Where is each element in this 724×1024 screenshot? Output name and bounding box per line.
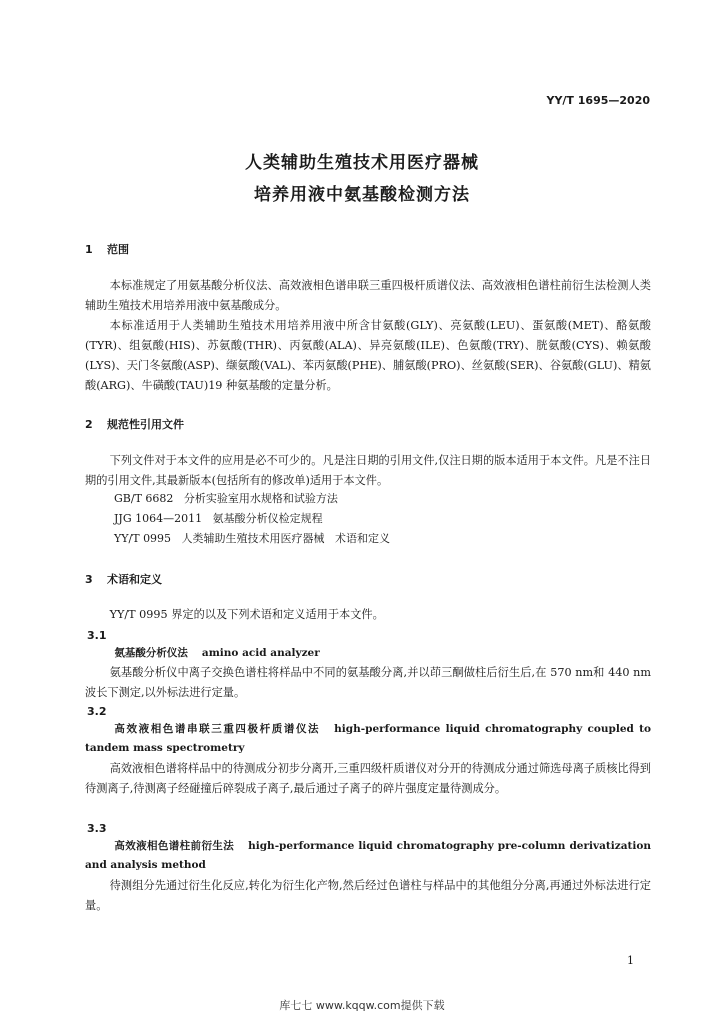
clause-number: 3.3 bbox=[87, 822, 107, 835]
term-english: high-performance liquid chromatography pre-column derivatization and analysis method bbox=[85, 840, 651, 871]
term-definition: 高效液相色谱将样品中的待测成分初步分离开,三重四级杆质谱仪对分开的待测成分通过筛选母离子质核比得到待测离子,待测离子经碰撞后碎裂成子离子,最后通过子离子的碎片强度定量待测成分。 bbox=[85, 762, 651, 795]
section-title: 术语和定义 bbox=[107, 573, 162, 586]
document-title-line2: 培养用液中氨基酸检测方法 bbox=[254, 185, 470, 205]
section-number: 3 bbox=[85, 573, 93, 586]
term-english: high-performance liquid chromatography coupled to tandem mass spectrometry bbox=[85, 723, 652, 754]
reference-item: GB/T 6682 分析实验室用水规格和试验方法 bbox=[114, 492, 338, 505]
term-definition: 氨基酸分析仪中离子交换色谱柱将样品中不同的氨基酸分离,并以茚三酮做柱后衍生后,在 570 nm和 440 nm 波长下测定,以外标法进行定量。 bbox=[85, 666, 651, 699]
clause-number: 3.2 bbox=[87, 705, 107, 718]
term-definition: 待测组分先通过衍生化反应,转化为衍生化产物,然后经过色谱柱与样品中的其他组分分离,再通过外标法进行定量。 bbox=[85, 879, 651, 912]
section-number: 1 bbox=[85, 243, 93, 256]
document-title-line1: 人类辅助生殖技术用医疗器械 bbox=[245, 153, 479, 173]
section-number: 2 bbox=[85, 418, 93, 431]
term-entry bbox=[85, 720, 651, 758]
page-number: 1 bbox=[627, 954, 634, 967]
standard-number: YY/T 1695—2020 bbox=[546, 94, 650, 107]
section-heading-terms bbox=[85, 571, 162, 587]
clause-number: 3.1 bbox=[87, 629, 107, 642]
references-paragraph: 下列文件对于本文件的应用是必不可少的。凡是注日期的引用文件,仅注日期的版本适用于本文件。凡是不注日期的引用文件,其最新版本(包括所有的修改单)适用于本文件。 bbox=[85, 454, 651, 487]
download-footer: 库七七 www.kqqw.com提供下载 bbox=[279, 999, 445, 1012]
terms-intro: YY/T 0995 界定的以及下列术语和定义适用于本文件。 bbox=[109, 608, 384, 621]
reference-item: YY/T 0995 人类辅助生殖技术用医疗器械 术语和定义 bbox=[114, 532, 391, 545]
term-entry bbox=[85, 837, 651, 875]
reference-item: JJG 1064—2011 氨基酸分析仪检定规程 bbox=[114, 512, 323, 525]
term-entry bbox=[85, 644, 651, 663]
section-title: 规范性引用文件 bbox=[107, 418, 184, 431]
term-english: amino acid analyzer bbox=[201, 647, 320, 659]
term-chinese: 氨基酸分析仪法 bbox=[114, 647, 188, 659]
term-chinese: 高效液相色谱柱前衍生法 bbox=[114, 840, 235, 852]
scope-paragraph-1: 本标准规定了用氨基酸分析仪法、高效液相色谱串联三重四极杆质谱仪法、高效液相色谱柱前衍生法检测人类辅助生殖技术用培养用液中氨基酸成分。 bbox=[85, 279, 651, 312]
section-heading-scope bbox=[85, 241, 129, 257]
term-chinese: 高效液相色谱串联三重四极杆质谱仪法 bbox=[114, 723, 321, 735]
scope-paragraph-2: 本标准适用于人类辅助生殖技术用培养用液中所含甘氨酸(GLY)、亮氨酸(LEU)、蛋氨酸(MET)、酪氨酸(TYR)、组氨酸(HIS)、苏氨酸(THR)、丙氨酸(ALA)、异亮氨酸(ILE)、色氨酸(TRY)、胱氨酸(CYS)、赖氨酸(LYS)、天门冬氨酸(ASP)、缬氨酸(VAL)、苯丙氨酸(PHE)、脯氨酸(PRO)、丝氨酸(SER)、谷氨酸(GLU)、精氨酸(ARG)、牛磺酸(TAU)19 种氨基酸的定量分析。 bbox=[85, 319, 651, 392]
section-title: 范围 bbox=[107, 243, 129, 256]
section-heading-normative-references bbox=[85, 416, 184, 432]
